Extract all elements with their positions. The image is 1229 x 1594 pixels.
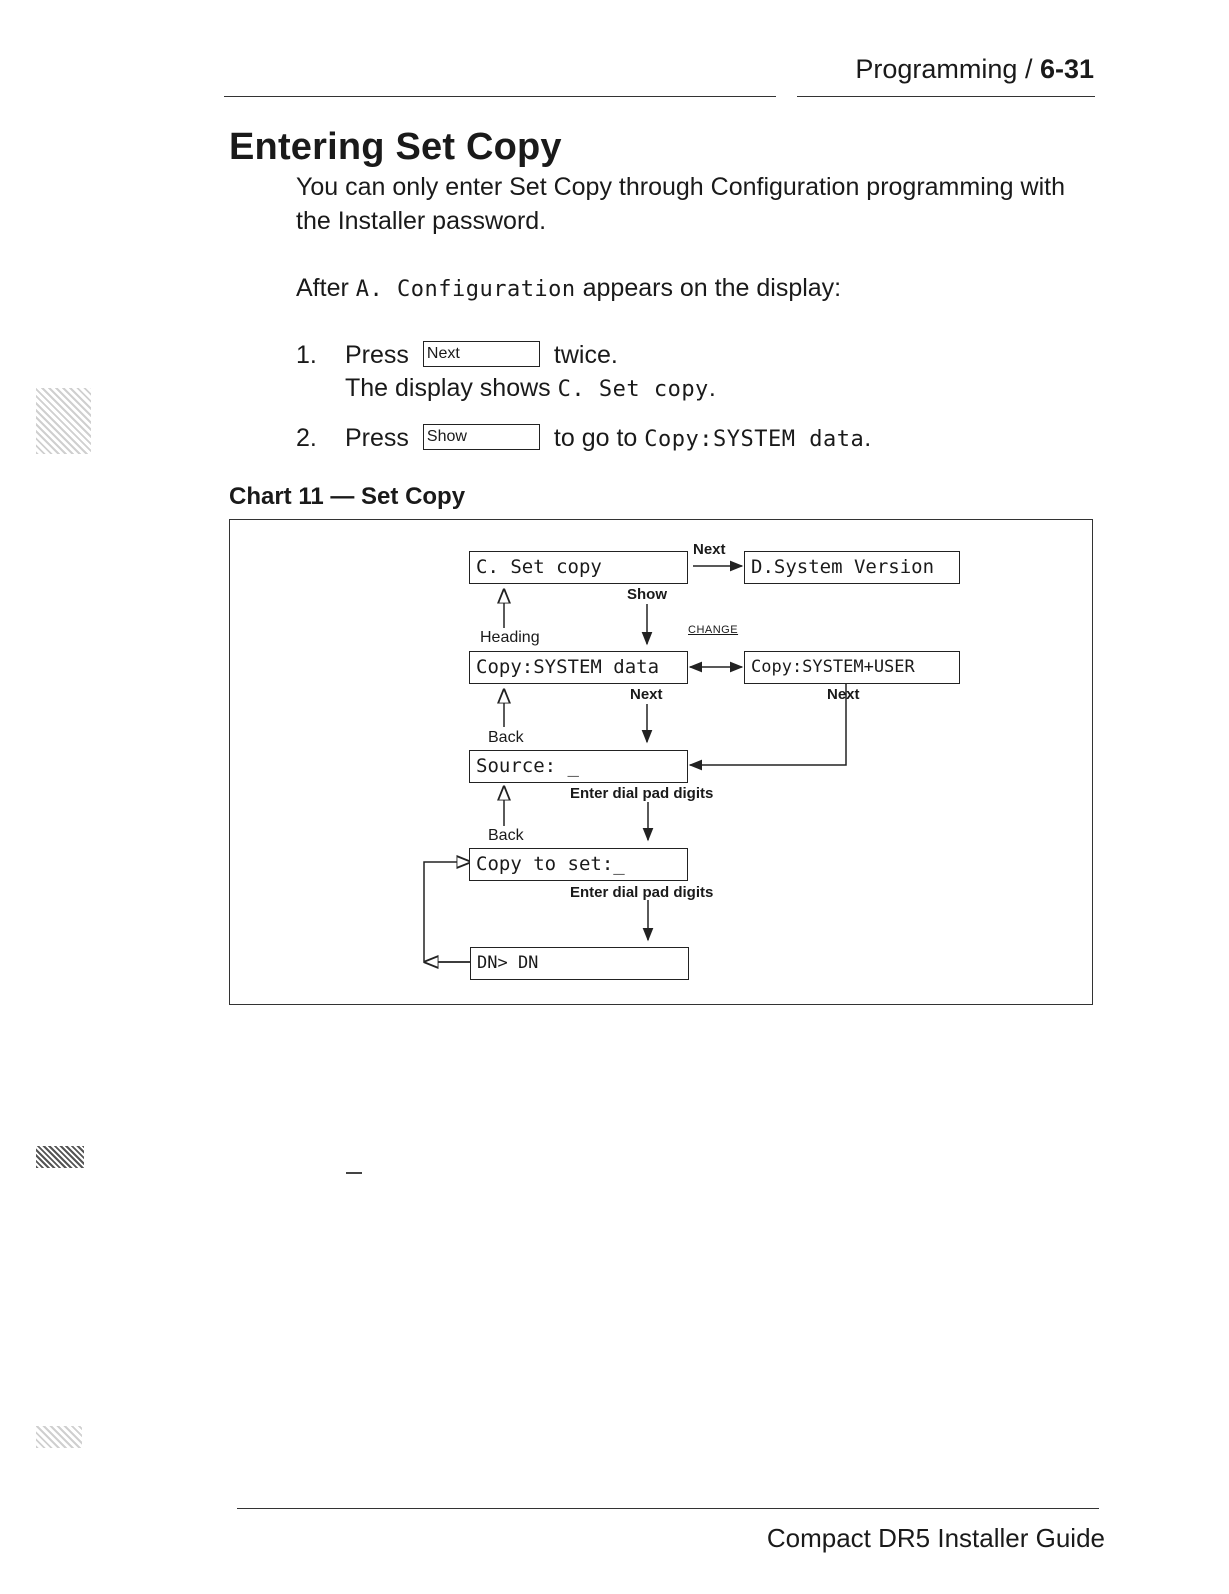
label-show: Show <box>627 586 667 603</box>
scan-artifact <box>36 1426 82 1448</box>
header-section: Programming / <box>855 54 1040 84</box>
step-1-line2-prefix: The display shows <box>345 374 558 402</box>
label-enter-digits-2: Enter dial pad digits <box>570 884 714 901</box>
footer-rule <box>237 1508 1099 1509</box>
step-2-press: Press <box>345 424 409 452</box>
page-number: 6-31 <box>1039 54 1094 84</box>
step-2-display: Copy:SYSTEM data <box>644 427 865 452</box>
after-prefix: After <box>296 274 356 302</box>
label-back-1: Back <box>488 729 524 746</box>
label-change: CHANGE <box>688 624 739 636</box>
step-1-press: Press <box>345 341 409 369</box>
step-1-number: 1. <box>296 341 317 369</box>
label-next-mid: Next <box>630 686 663 703</box>
box-system-version: D.System Version <box>744 551 960 584</box>
footer-title: Compact DR5 Installer Guide <box>766 1523 1105 1553</box>
step-1-display: C. Set copy <box>557 377 709 402</box>
after-suffix: appears on the display: <box>575 274 842 302</box>
label-enter-digits-1: Enter dial pad digits <box>570 785 714 802</box>
scan-artifact <box>36 1146 84 1168</box>
arrow-user-to-source <box>690 683 846 765</box>
step-2-suffix: . <box>864 424 872 452</box>
label-heading: Heading <box>480 629 540 646</box>
step-1-after: twice. <box>553 341 618 369</box>
box-system-user: Copy:SYSTEM+USER <box>744 651 960 684</box>
chart-caption: Chart 11 — Set Copy <box>229 483 466 510</box>
arrow-loop-back <box>424 862 470 962</box>
scan-artifact <box>36 388 91 454</box>
step-1-line2-suffix: . <box>708 374 716 402</box>
label-next-top: Next <box>693 541 726 558</box>
label-back-2: Back <box>488 827 524 844</box>
show-key: Show <box>423 424 540 450</box>
section-title: Entering Set Copy <box>229 126 562 168</box>
box-set-copy: C. Set copy <box>469 551 688 584</box>
display-text: A. Configuration <box>355 277 576 302</box>
label-next-right: Next <box>827 686 860 703</box>
scan-artifact <box>346 1172 362 1174</box>
step-2-after: to go to <box>553 424 645 452</box>
intro-paragraph: You can only enter Set Copy through Configuration programming with the Installer password. <box>296 173 1065 235</box>
step-2-number: 2. <box>296 424 317 452</box>
box-source: Source: _ <box>469 750 688 783</box>
box-system-data: Copy:SYSTEM data <box>469 651 688 684</box>
box-copy-to-set: Copy to set:_ <box>469 848 688 881</box>
box-dn: DN> DN <box>470 947 689 980</box>
next-key: Next <box>423 341 540 367</box>
